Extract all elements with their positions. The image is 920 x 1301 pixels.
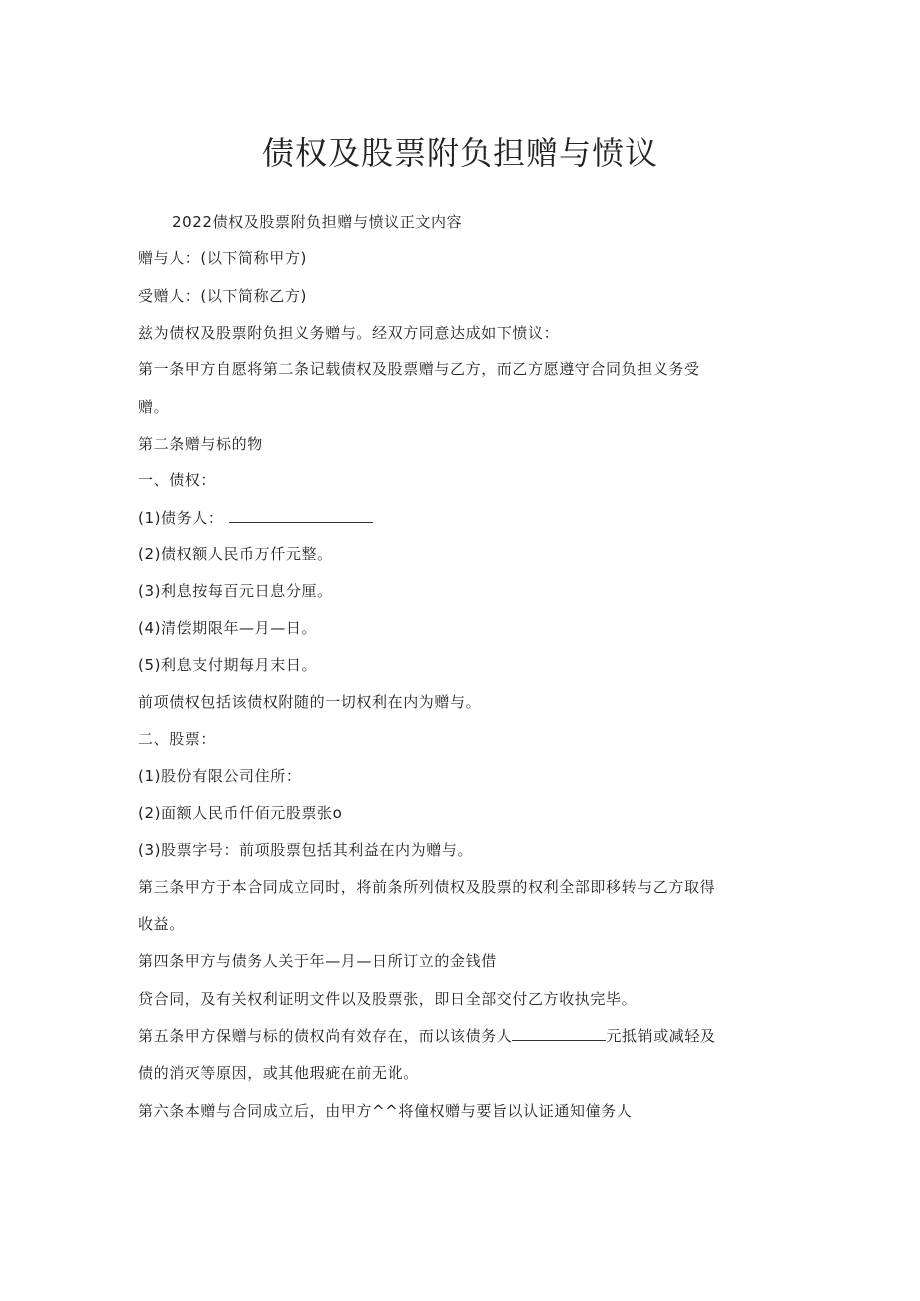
article-5-cont: 债的消灭等原因，或其他瑕疵在前无讹。 — [138, 1064, 419, 1082]
article-4-line: 第四条甲方与债务人关于年—月—日所订立的金钱借 — [138, 952, 497, 970]
claim-item-1-text: (1)债务人： — [138, 509, 224, 527]
article-3-cont: 收益。 — [138, 915, 185, 933]
article-3-line: 第三条甲方于本合同成立同时，将前条所列债权及股票的权利全部即移转与乙方取得 — [138, 878, 716, 896]
donor-line: 赠与人：(以下简称甲方) — [138, 249, 307, 267]
claim-item-1 — [138, 507, 373, 528]
article-5-text-a: 第五条甲方保赠与标的债权尚有效存在，而以该债务人 — [138, 1027, 513, 1045]
document-title: 债权及股票附负担赠与愤议 — [261, 134, 658, 172]
stock-item-2: (2)面额人民币仟佰元股票张o — [138, 804, 343, 822]
preamble-line: 兹为债权及股票附负担义务赠与。经双方同意达成如下愤议： — [138, 324, 560, 342]
claim-item-3: (3)利息按每百元日息分厘。 — [138, 582, 333, 600]
debtor-blank — [229, 521, 373, 523]
article-6-line: 第六条本赠与合同成立后，由甲方^^将僮权赠与要旨以认证通知僮务人 — [138, 1102, 633, 1120]
donee-line: 受赠人：(以下简称乙方) — [138, 287, 307, 305]
claim-item-4: (4)清偿期限年—月—日。 — [138, 619, 318, 637]
claim-item-5: (5)利息支付期每月末日。 — [138, 656, 318, 674]
article-4-cont: 贷合同，及有关权利证明文件以及股票张，即日全部交付乙方收执完毕。 — [138, 990, 638, 1008]
article-2-heading: 第二条赠与标的物 — [138, 435, 263, 453]
offset-blank — [512, 1039, 606, 1041]
article-5-line — [138, 1025, 716, 1046]
article-5-text-b: 元抵销或减轻及 — [606, 1027, 716, 1045]
article-1-cont: 赠。 — [138, 398, 170, 416]
claim-item-2: (2)债权额人民币万仟元整。 — [138, 545, 333, 563]
intro-line: 2022债权及股票附负担赠与愤议正文内容 — [172, 213, 463, 231]
section-claim-heading: 一、债权： — [138, 471, 217, 489]
stock-item-3: (3)股票字号：前项股票包括其利益在内为赠与。 — [138, 841, 474, 859]
stock-item-1: (1)股份有限公司住所： — [138, 767, 302, 785]
section-stock-heading: 二、股票： — [138, 730, 217, 748]
article-1-line: 第一条甲方自愿将第二条记载债权及股票赠与乙方，而乙方愿遵守合同负担义务受 — [138, 360, 700, 378]
claim-note: 前项债权包括该债权附随的一切权利在内为赠与。 — [138, 693, 482, 711]
